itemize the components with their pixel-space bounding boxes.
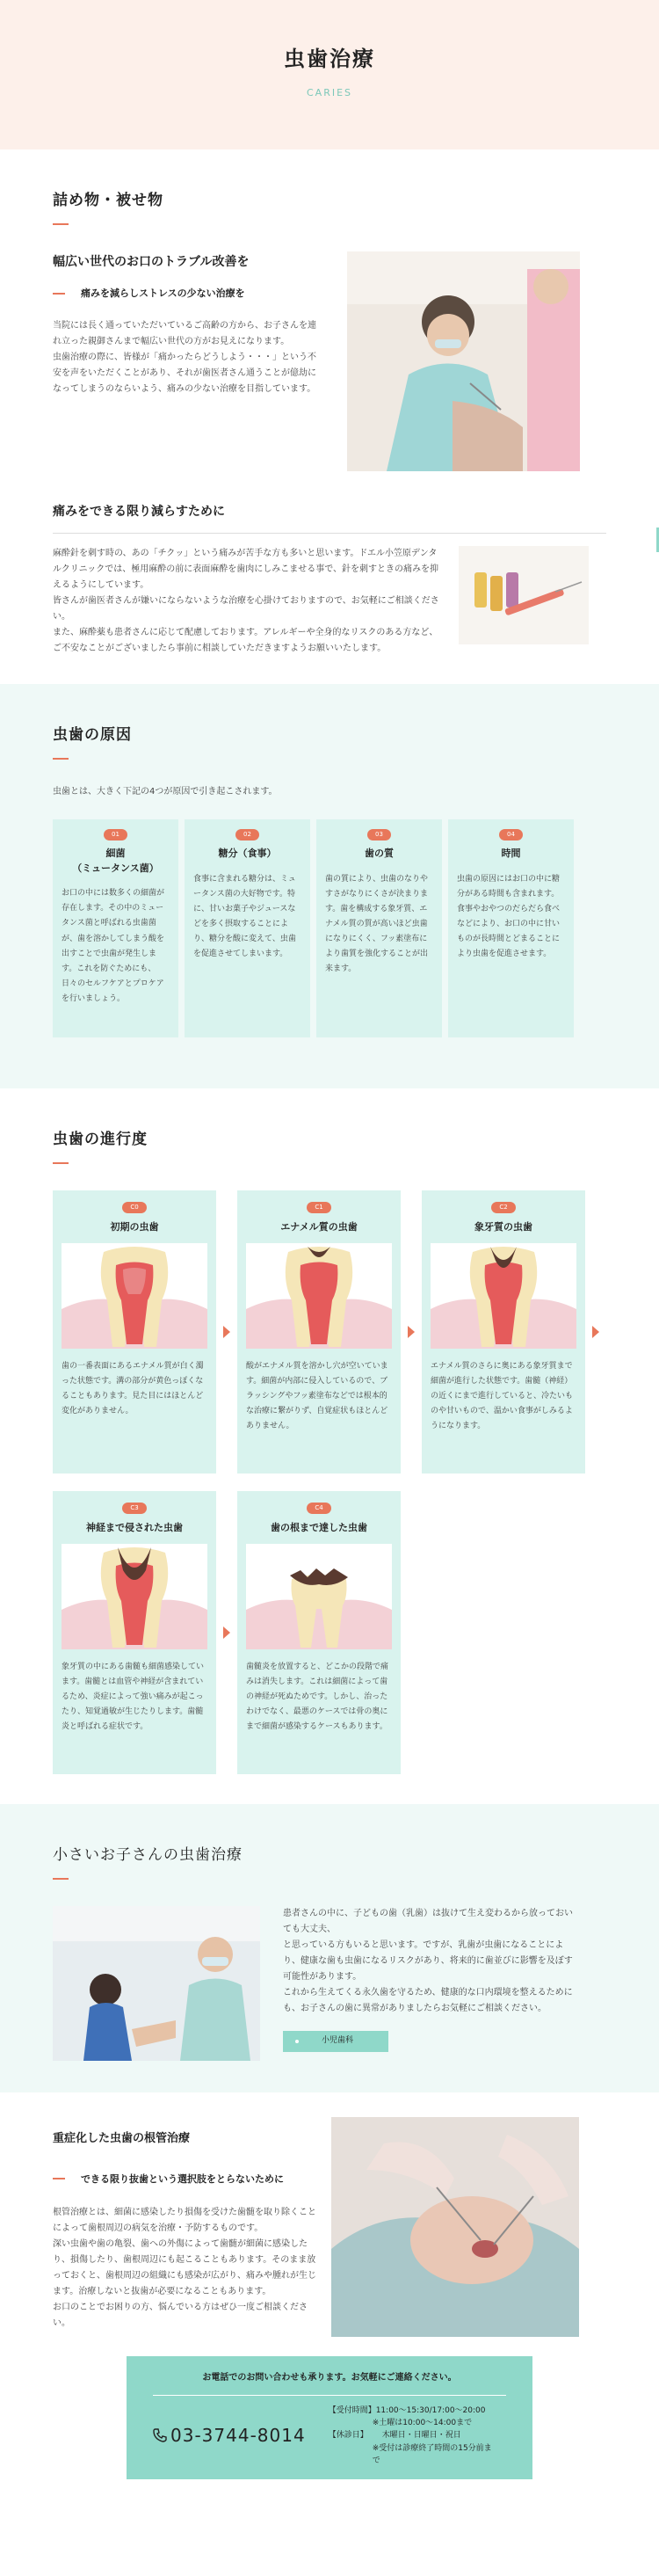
fillings-paragraph-2c: また、麻酔薬も患者さんに応じて配慮しております。アレルギーや全身的なリスクのある方など、ご不安なことがございましたら事前に相談していただきますようお願いいたします。 bbox=[53, 628, 438, 654]
fillings-lead bbox=[53, 285, 321, 302]
cause-card bbox=[448, 819, 574, 1037]
phone-number: 03-3744-8014 bbox=[170, 2424, 306, 2446]
stage-badge: C1 bbox=[307, 1202, 330, 1213]
cause-badge: 02 bbox=[235, 829, 259, 840]
fillings-title: 詰め物・被せ物 bbox=[53, 192, 163, 209]
stage-card bbox=[237, 1190, 401, 1474]
stage-text: 歯髄炎を放置すると、どこかの段階で痛みは消失します。これは細菌によって歯の神経が死ぬためです。しかし、治ったわけでなく、最悪のケースでは骨の奥にまで細菌が感染するケースもあります。 bbox=[246, 1662, 389, 1731]
progress-section bbox=[0, 1088, 659, 1804]
cause-title: 細菌 （ミュータンス菌） bbox=[72, 848, 159, 874]
stage-text: エナメル質のさらに奥にある象牙質まで細菌が進行した状態です。歯髄（神経）の近くにまで進行していると、冷たいものや甘いもので、温かい食事がしみるようになります。 bbox=[431, 1361, 574, 1430]
tooth-stage-c2-illustration bbox=[431, 1243, 576, 1349]
stage-card bbox=[53, 1190, 216, 1474]
lead-dash bbox=[53, 2178, 65, 2179]
cause-card bbox=[316, 819, 442, 1037]
arrow-right-icon bbox=[223, 1326, 230, 1338]
kids-paragraph-3: これから生えてくる永久歯を守るため、健康的な口内環境を整えるためにも、お子さんの歯に異常がありましたらお気軽にご相談ください。 bbox=[283, 1987, 573, 2013]
divider bbox=[153, 2395, 506, 2396]
root-canal-paragraph-2: 深い虫歯や歯の亀裂、歯への外傷によって歯髄が細菌に感染したり、損傷したり、歯根周辺にも起こることもあります。そのまま放っておくと、歯根周辺の組織にも感染が広がり、痛みや腫れが生じます。治療しないと抜歯が必要になることもあります。 bbox=[53, 2239, 316, 2296]
hours-label: 【受付時間】 bbox=[328, 2405, 376, 2415]
title-underline bbox=[53, 223, 69, 225]
cause-title: 糖分（食事） bbox=[218, 848, 277, 860]
arrow-right-icon bbox=[408, 1326, 415, 1338]
title-underline bbox=[53, 1878, 69, 1880]
cause-card bbox=[53, 819, 178, 1037]
tooth-stage-c3-illustration bbox=[62, 1544, 207, 1649]
closed-days: 木曜日・日曜日・祝日 bbox=[381, 2431, 461, 2441]
causes-section bbox=[0, 684, 659, 1088]
stage-card bbox=[237, 1491, 401, 1774]
cause-badge: 03 bbox=[367, 829, 391, 840]
stage-badge: C0 bbox=[122, 1202, 146, 1213]
root-canal-lead bbox=[53, 2171, 321, 2187]
fillings-paragraph-2a: 麻酔針を刺す時の、あの「チクッ」という痛みが苦手な方も多いと思います。ドエル小笠原デンタルクリニックでは、極用麻酔の前に表面麻酔を歯肉にしみこませる事で、針を刺すときの痛みを抑えるようにしています。 bbox=[53, 549, 438, 591]
kids-paragraph-1: 患者さんの中に、子どもの歯（乳歯）は抜けて生え変わるから放っておいても大丈夫、 bbox=[283, 1908, 573, 1934]
fillings-paragraph-2b: 皆さんが歯医者さんが嫌いにならないような治療を心掛けておりますので、お気軽にご相談ください。 bbox=[53, 596, 439, 622]
cause-title: 時間 bbox=[501, 848, 521, 860]
title-underline bbox=[53, 758, 69, 760]
kids-title: 小さいお子さんの虫歯治療 bbox=[53, 1846, 243, 1864]
cause-text: お口の中には数多くの細菌が存在します。その中のミュータンス菌と呼ばれる虫歯菌が、歯を溶かしてしまう酸を出すことで虫歯が発生します。これを防ぐためにも、日々のセルフケアとプロケアを行いましょう。 bbox=[62, 889, 165, 1003]
phone-link[interactable] bbox=[153, 2420, 306, 2451]
phone-icon bbox=[153, 2428, 167, 2442]
closed-label: 【休診日】 bbox=[328, 2431, 368, 2441]
progress-title: 虫歯の進行度 bbox=[53, 1131, 148, 1148]
stage-title: エナメル質の虫歯 bbox=[280, 1221, 358, 1233]
cause-title: 歯の質 bbox=[365, 848, 394, 860]
root-canal-paragraph-3: お口のことでお困りの方、悩んでいる方はぜひ一度ご相談ください。 bbox=[53, 2303, 308, 2328]
causes-title: 虫歯の原因 bbox=[53, 726, 132, 744]
hours-saturday: ※土曜は10:00〜14:00まで bbox=[372, 2418, 473, 2427]
cause-badge: 01 bbox=[104, 829, 127, 840]
hours-value: 11:00〜15:30/17:00〜20:00 bbox=[375, 2405, 486, 2415]
tooth-stage-c4-illustration bbox=[246, 1544, 392, 1649]
tooth-stage-c1-illustration bbox=[246, 1243, 392, 1349]
fillings-subtitle-1: 幅広い世代のお口のトラブル改善を bbox=[53, 254, 250, 269]
divider bbox=[53, 533, 606, 534]
reception-note: ※受付は診療終了時間の15分前まで bbox=[372, 2443, 492, 2466]
stage-card bbox=[53, 1491, 216, 1774]
cause-text: 歯の質により、虫歯のなりやすさがなりにくさが決まります。歯を構成する象牙質、エナメル質の質が高いほど虫歯になりにくく、フッ素塗布により歯質を強化することが出来ます。 bbox=[325, 874, 429, 974]
contact-box bbox=[127, 2356, 532, 2479]
stage-card bbox=[422, 1190, 585, 1474]
page-subtitle: CARIES bbox=[306, 87, 353, 98]
stage-badge: C4 bbox=[307, 1503, 330, 1514]
root-canal-treatment-photo bbox=[331, 2117, 579, 2337]
cause-badge: 04 bbox=[499, 829, 523, 840]
causes-list bbox=[53, 819, 606, 1037]
arrow-right-icon bbox=[592, 1326, 599, 1338]
kids-section bbox=[0, 1804, 659, 2092]
root-canal-title: 重症化した虫歯の根管治療 bbox=[53, 2132, 191, 2145]
dentist-treatment-photo bbox=[347, 251, 580, 471]
arrow-right-icon bbox=[223, 1626, 230, 1639]
contact-section bbox=[0, 2356, 659, 2488]
lead-text: 痛みを減らしストレスの少ない治療を bbox=[81, 287, 245, 300]
fillings-section bbox=[0, 149, 659, 684]
contact-heading: お電話でのお問い合わせも承ります。お気軽にご連絡ください。 bbox=[202, 2373, 457, 2383]
fillings-paragraph-1b: 虫歯治療の際に、皆様が「痛かったらどうしよう・・・」という不安を声をいただくことがあり、それが歯医者さん通うことが億劫になってしまうのならいよう、痛みの少ない治療を目指しています。 bbox=[53, 352, 316, 394]
lead-text: できる限り抜歯という選択肢をとらないために bbox=[81, 2172, 284, 2185]
hours-block bbox=[329, 2405, 496, 2468]
button-label: 小児歯科 bbox=[322, 2035, 354, 2045]
page-title: 虫歯治療 bbox=[284, 47, 375, 71]
cause-text: 虫歯の原因にはお口の中に糖分がある時間も含まれます。食事やおやつのだらだら食べなどにより、お口の中に甘いものが長時間とどまることにより虫歯を促進させます。 bbox=[457, 874, 561, 959]
cause-card bbox=[185, 819, 310, 1037]
page-hero bbox=[0, 0, 659, 149]
stage-title: 初期の虫歯 bbox=[110, 1221, 159, 1233]
fillings-paragraph-1a: 当院には長く通っていただいているご高齢の方から、お子さんを連れ立った親御さんまで幅広い世代の方がお見えになります。 bbox=[53, 320, 316, 346]
lead-dash bbox=[53, 293, 65, 295]
stage-text: 酸がエナメル質を溶かし穴が空いています。細菌が内部に侵入しているので、ブラッシングやフッ素塗布などでは根本的な治療に繋がりず、自覚症状もほとんどありません。 bbox=[246, 1361, 388, 1430]
stage-title: 歯の根まで達した虫歯 bbox=[271, 1522, 367, 1534]
root-canal-paragraph-1: 根管治療とは、細菌に感染したり損傷を受けた歯髄を取り除くことによって歯根周辺の病気を治療・予防するものです。 bbox=[53, 2208, 316, 2233]
child-patient-photo bbox=[53, 1906, 260, 2061]
cause-text: 食事に含まれる糖分は、ミュータンス菌の大好物です。特に、甘いお菓子やジュースなどを多く摂取することにより、糖分を酸に変えて、虫歯を促進させてしまいます。 bbox=[193, 874, 296, 959]
stage-badge: C2 bbox=[491, 1202, 515, 1213]
fillings-subtitle-2: 痛みをできる限り減らすために bbox=[53, 504, 225, 519]
anesthesia-syringe-photo bbox=[459, 546, 589, 644]
kids-paragraph-2: と思っている方もいると思います。ですが、乳歯が虫歯になることにより、健康な歯も虫歯になるリスクがあり、将来的に歯並びに影響を及ぼす可能性があります。 bbox=[283, 1939, 573, 1982]
stage-title: 象牙質の虫歯 bbox=[474, 1221, 532, 1233]
stage-text: 象牙質の中にある歯髄も細菌感染しています。歯髄とは血管や神経が含まれているため、炎症によって強い痛みが起こったり、知覚過敏が生じたりします。歯髄炎と呼ばれる症状です。 bbox=[62, 1662, 205, 1731]
root-canal-section bbox=[0, 2092, 659, 2356]
stage-text: 歯の一番表面にあるエナメル質が白く濁った状態です。溝の部分が黄色っぽくなることもあります。見た目にはほとんど変化がありません。 bbox=[62, 1361, 204, 1415]
stage-badge: C3 bbox=[122, 1503, 146, 1514]
pediatric-dentistry-button[interactable] bbox=[283, 2031, 388, 2052]
tooth-stage-c0-illustration bbox=[62, 1243, 207, 1349]
title-underline bbox=[53, 1162, 69, 1164]
causes-intro: 虫歯とは、大きく下記の4つが原因で引き起こされます。 bbox=[53, 786, 278, 797]
stage-title: 神経まで侵された虫歯 bbox=[86, 1522, 183, 1534]
button-dot-icon bbox=[295, 2040, 299, 2043]
